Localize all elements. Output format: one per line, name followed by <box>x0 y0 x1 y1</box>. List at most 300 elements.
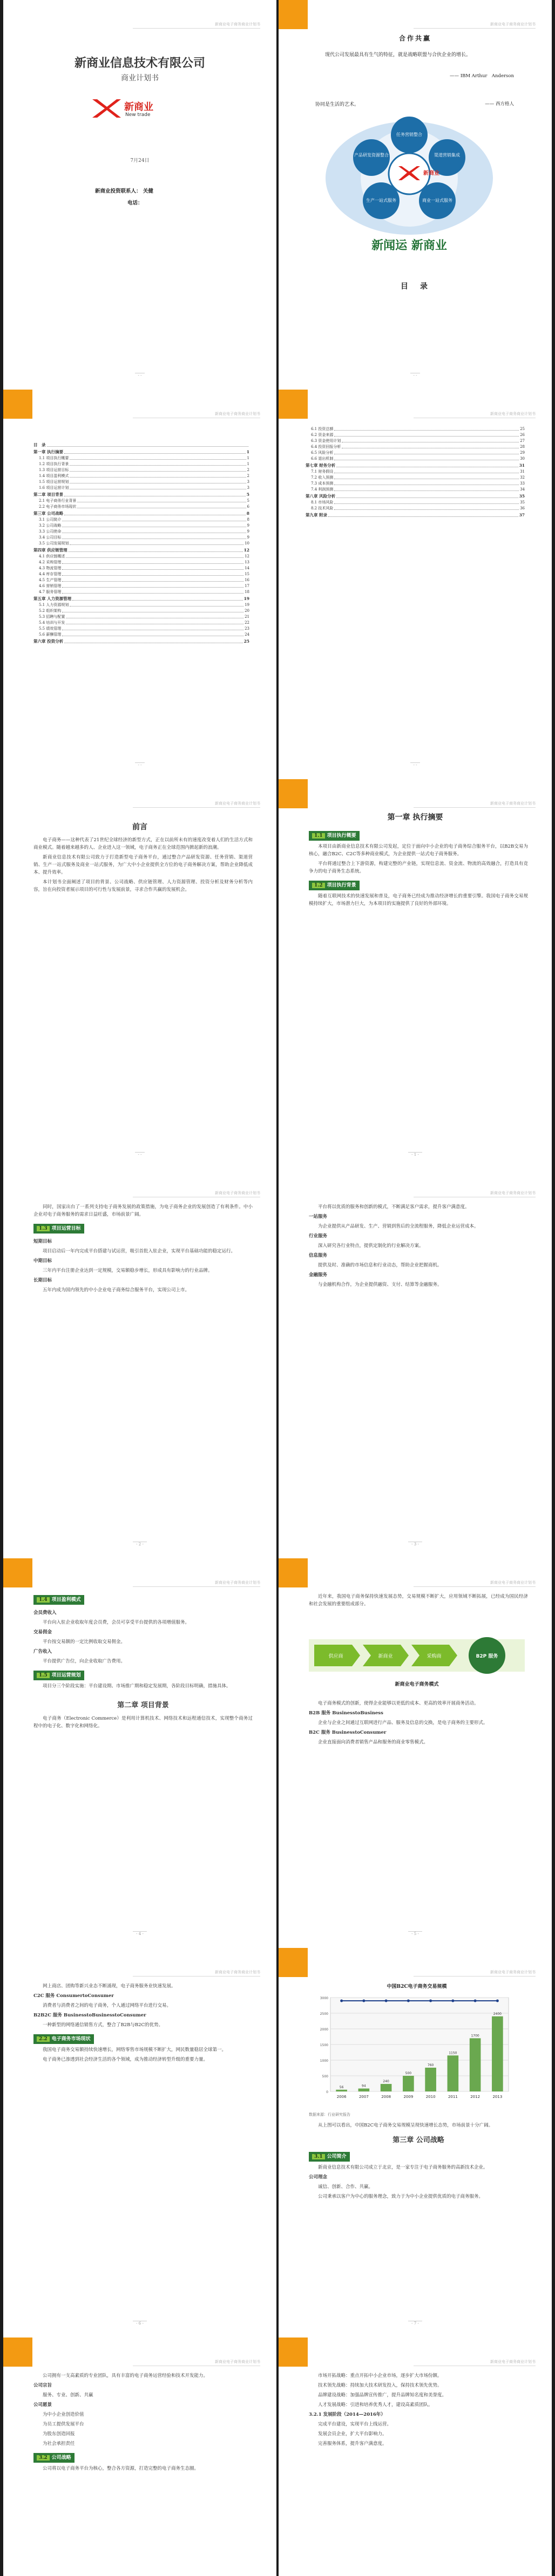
cover-logo <box>90 95 192 125</box>
toc-entry[interactable] <box>33 491 249 498</box>
toc-entry-title: 3.4 公司目标 <box>39 535 62 540</box>
toc-entry-page: 32 <box>520 475 525 480</box>
chapter1-page <box>279 779 552 1169</box>
toc-entry-title: 5.5 绩效管理 <box>39 626 62 631</box>
data-label: 1700 <box>471 2034 479 2038</box>
p9-p3: 一种新型的网络通信销售方式，整合了B2B与B2C的优势。 <box>43 2022 164 2028</box>
p6-h2: 行业服务 <box>309 1234 328 1239</box>
toc-leader <box>66 557 243 558</box>
toc-entry[interactable] <box>33 529 249 535</box>
line-point <box>407 2000 410 2002</box>
toc-entry[interactable] <box>33 485 249 491</box>
toc-entry[interactable] <box>33 608 249 614</box>
toc-entry-title: 6.3 资金使用计划 <box>311 439 341 443</box>
toc-entry[interactable] <box>306 432 525 438</box>
page-header: 新商业电子商务商业计划书 <box>414 1970 536 1977</box>
page-header: 新商业电子商务商业计划书 <box>414 22 536 29</box>
toc-entry[interactable] <box>306 450 525 456</box>
data-label: 2400 <box>493 2012 502 2016</box>
toc-entry[interactable] <box>33 583 249 589</box>
page-number: - 4 - <box>3 1932 276 1936</box>
flow-step-4: B2P 服务 <box>476 1654 498 1659</box>
toc-entry[interactable] <box>33 517 249 523</box>
toc-entry[interactable] <box>33 571 249 577</box>
toc-entry[interactable] <box>33 547 249 554</box>
toc-leader <box>62 581 243 582</box>
toc-entry-page: 16 <box>245 578 249 582</box>
toc-entry-page: 12 <box>245 554 249 558</box>
toc-entry-page: 2 <box>247 474 249 478</box>
page-number: - 3 - <box>279 1542 552 1546</box>
spread-1 <box>0 0 555 390</box>
spread-6 <box>0 1948 555 2338</box>
p12-list-4: 人才发展战略：引进和培养优秀人才，建设高素质团队。 <box>318 2402 433 2408</box>
toc-entry[interactable] <box>33 638 249 645</box>
preface-title: 前言 <box>132 823 147 832</box>
contact-label: 新商业投资联系人： <box>95 188 141 194</box>
page-header: 新商业电子商务商业计划书 <box>133 1580 260 1587</box>
p7-p4: 项目分三个阶段实施：平台建设期、市场推广期和稳定发展期，各阶段目标明确，措施具体。 <box>43 1684 231 1689</box>
p6-p4: 提供及时、准确的市场信息和行业动态，帮助企业把握商机。 <box>318 1263 442 1268</box>
toc-entry[interactable] <box>33 589 249 595</box>
toc-leader <box>62 587 243 588</box>
section-1-2: 1.2 项目执行背景 <box>309 881 360 890</box>
toc-entry-page: 20 <box>245 609 249 613</box>
toc-entry[interactable] <box>33 626 249 632</box>
toc-entry[interactable] <box>306 444 525 450</box>
toc-entry-title: 5.2 组织架构 <box>39 609 62 613</box>
toc-entry-page: 1 <box>247 462 249 466</box>
p12-list-3: 品牌建设战略：加强品牌宣传推广，提升品牌知名度和美誉度。 <box>318 2393 447 2398</box>
toc-leader <box>70 459 246 460</box>
toc-entry-title: 8.2 技术风险 <box>311 506 334 510</box>
toc-entry[interactable] <box>33 523 249 529</box>
contact-name: 关健 <box>143 188 153 194</box>
page-7-body <box>33 1592 253 1732</box>
toc-entry-title: 5.4 培训与开发 <box>39 621 65 625</box>
line-point <box>385 2000 388 2002</box>
bar <box>425 2068 436 2091</box>
page-number: - - <box>279 373 552 378</box>
line-point <box>429 2000 432 2002</box>
page-12-body <box>309 2372 528 2450</box>
toc-entry[interactable] <box>306 500 525 506</box>
toc-entry[interactable] <box>33 473 249 479</box>
toc-entry-title: 7.4 利润预测 <box>311 487 334 492</box>
p12-list2-2: 发展会员企业，扩大平台影响力。 <box>318 2431 387 2437</box>
toc-list-1 <box>33 441 249 645</box>
p11-h1: 公司宗旨 <box>33 2383 52 2388</box>
p11-h2: 公司愿景 <box>33 2402 52 2408</box>
toc-entry-title: 第二章 项目背景 <box>33 492 64 497</box>
toc-entry-page: 1 <box>247 456 249 460</box>
p6-p5: 与金融机构合作，为企业提供融资、支付、结算等金融服务。 <box>318 1282 442 1287</box>
p6-h3: 信息服务 <box>309 1253 328 1258</box>
toc-entry-title: 3.2 公司战略 <box>39 523 62 528</box>
page-header: 新商业电子商务商业计划书 <box>133 2359 260 2366</box>
chart-title: 中国B2C电子商务交易规模 <box>387 1984 447 1989</box>
b2c-bar-chart <box>309 1991 525 2110</box>
toc-leader <box>334 503 519 504</box>
p10-p2: 新商业信息技术有限公司成立于北京，是一家专注于电子商务服务的高新技术企业。 <box>318 2165 488 2170</box>
cover-page <box>3 0 276 390</box>
toc-entry-page: 8 <box>247 517 249 522</box>
p11-list-1: 为中小企业创造价值 <box>43 2412 84 2417</box>
toc-entry-title: 6.1 投资总额 <box>311 427 334 431</box>
toc-entry-title: 7.3 成本预测 <box>311 481 334 486</box>
page-8-body <box>309 1700 528 1748</box>
p8-p4: 企业直接面向消费者销售产品和服务的商业零售模式。 <box>318 1740 429 1745</box>
toc-entry-page: 18 <box>245 590 249 594</box>
petal-2: 任务营销整合 <box>396 132 422 137</box>
toc-entry[interactable] <box>33 535 249 541</box>
toc-entry-title: 5.1 人力资源规划 <box>39 603 69 607</box>
chapter1-body <box>309 828 528 910</box>
toc-entry[interactable] <box>33 461 249 467</box>
toc-entry[interactable] <box>33 614 249 620</box>
toc-entry[interactable] <box>33 560 249 565</box>
toc-entry-page: 5 <box>246 492 249 497</box>
section-1-1: 1.1 项目执行概要 <box>309 831 360 841</box>
toc-entry-page: 9 <box>247 529 249 534</box>
toc-entry[interactable] <box>33 479 249 485</box>
logo-mark-icon <box>90 95 122 122</box>
toc-heading: 目 录 <box>401 282 430 291</box>
ch1-s2-p1: 随着互联网技术的快速发展和普及，电子商务已经成为推动经济增长的重要引擎。我国电子商务交易规模持续扩大，市场潜力巨大，为本项目的实施提供了良好的外部环境。 <box>309 894 528 907</box>
toc-leader <box>334 436 519 437</box>
bar <box>470 2038 481 2091</box>
page-header: 新商业电子商务商业计划书 <box>414 1190 536 1197</box>
p5-p3: 三年内平台注册企业达到一定规模，交易额稳步增长，形成具有影响力的行业品牌。 <box>43 1268 213 1273</box>
toc-entry-title: 第三章 公司战略 <box>33 511 64 516</box>
toc-page-1 <box>3 390 276 779</box>
page-header: 新商业电子商务商业计划书 <box>414 801 536 808</box>
p7-h3: 广告收入 <box>33 1649 52 1654</box>
toc-entry[interactable] <box>306 462 525 469</box>
toc-entry[interactable] <box>306 475 525 481</box>
toc-entry-page: 14 <box>245 566 249 570</box>
p8-p2: 电子商务模式的创新，使得企业能够以更低的成本、更高的效率开展商务活动。 <box>318 1701 479 1706</box>
toc-entry[interactable] <box>33 602 249 608</box>
ch1-s1-p2: 平台将通过整合上下游资源，构建完整的产业链，实现信息流、资金流、物流的高效融合，打造具有竞争力的电子商务生态系统。 <box>309 861 528 874</box>
quote-1: 现代公司发展最具有生气的特征，就是战略联盟与合伙企业的增长。 <box>325 52 471 58</box>
toc-entry[interactable] <box>33 448 249 455</box>
petal-5: 商业一站式服务 <box>422 198 452 203</box>
page-11-body <box>33 2372 253 2475</box>
y-tick-label: 500 <box>322 2075 328 2078</box>
p11-p1: 公司拥有一支高素质的专业团队，具有丰富的电子商务运营经验和技术开发能力。 <box>43 2373 208 2379</box>
spread-7 <box>0 2338 555 2576</box>
toc-leader <box>62 575 243 576</box>
toc-entry-page: 27 <box>520 439 525 443</box>
toc-entry-title: 第六章 投资分析 <box>33 639 64 644</box>
page-number: - 6 - <box>3 2321 276 2326</box>
data-label: 760 <box>427 2063 434 2067</box>
page-10-body <box>309 2122 528 2203</box>
data-label: 56 <box>339 2085 344 2089</box>
toc-leader <box>62 563 243 564</box>
spread-4 <box>0 1169 555 1558</box>
section-3-1: 3.1 公司简介 <box>309 2152 350 2162</box>
toc-entry-page: 29 <box>520 451 525 455</box>
page-number: - - <box>279 763 552 767</box>
p9-p4: 我国电子商务交易额持续快速增长，网络零售市场规模不断扩大，网民数量稳居全球第一。 <box>43 2047 227 2053</box>
toc-entry-page: 2 <box>247 468 249 472</box>
toc-entry-page: 21 <box>245 615 249 619</box>
page-number: - 7 - <box>279 2321 552 2326</box>
preface-body <box>33 836 253 896</box>
p9-p1: 网上商店、团购等新兴业态不断涌现，电子商务服务业快速发展。 <box>43 1984 176 1989</box>
p6-p1: 平台将以优质的服务和创新的模式，不断满足客户需求，提升客户满意度。 <box>318 1204 470 1210</box>
cover-subtitle: 商业计划书 <box>121 74 159 83</box>
y-tick-label: 1500 <box>320 2043 328 2047</box>
toc-leader <box>328 516 518 517</box>
spread-2 <box>0 390 555 779</box>
data-label: 240 <box>383 2080 389 2084</box>
toc-entry-title: 4.6 营销管理 <box>39 584 62 588</box>
bar <box>448 2055 459 2091</box>
toc-entry-title: 7.1 财务假设 <box>311 469 334 474</box>
toc-entry[interactable] <box>306 506 525 512</box>
toc-entry-title: 1.6 项目运营计划 <box>39 486 69 490</box>
toc-entry[interactable] <box>306 481 525 487</box>
toc-entry-title: 1.5 项目运营规划 <box>39 480 69 484</box>
y-tick-label: 2500 <box>320 2012 328 2016</box>
toc-entry-page: 9 <box>247 523 249 528</box>
corner-accent <box>279 0 308 29</box>
chapter1-title: 第一章 执行摘要 <box>387 813 443 822</box>
p6-h1: 一站服务 <box>309 1214 328 1219</box>
toc-entry[interactable] <box>33 620 249 626</box>
toc-entry[interactable] <box>306 493 525 500</box>
page-8 <box>279 1558 552 1948</box>
section-2-2: 2.2 电子商务市场现状 <box>33 2034 94 2044</box>
toc-entry-page: 13 <box>245 560 249 564</box>
toc-entry-page: 10 <box>245 541 249 546</box>
toc-entry-page: 25 <box>520 427 525 431</box>
circle-center-label: 新商业 <box>423 171 439 176</box>
p11-list-2: 为员工提供发展平台 <box>43 2422 84 2427</box>
toc-entry-title: 6.2 资金来源 <box>311 433 334 437</box>
toc-entry-page: 3 <box>247 480 249 484</box>
data-label: 1150 <box>449 2051 457 2055</box>
toc-entry[interactable] <box>306 438 525 444</box>
toc-leader <box>70 544 243 545</box>
toc-entry-title: 2.1 电子商务行业背景 <box>39 499 77 503</box>
toc-leader <box>64 453 246 454</box>
toc-entry[interactable] <box>306 469 525 475</box>
toc-entry[interactable] <box>306 487 525 493</box>
toc-entry[interactable] <box>33 498 249 504</box>
page-9 <box>3 1948 276 2338</box>
p5-p1: 同时，国家出台了一系列支持电子商务发展的政策措施，为电子商务企业的发展创造了有利条件。中小企业对电子商务服务的需求日益旺盛，市场前景广阔。 <box>33 1204 253 1217</box>
toc-entry-page: 17 <box>245 584 249 588</box>
toc-entry[interactable] <box>33 510 249 517</box>
toc-entry-title: 6.6 退出机制 <box>311 456 334 461</box>
p8-h2: B2C 服务 BusinesstoConsumer <box>309 1730 387 1735</box>
toc-leader <box>62 593 243 594</box>
toc-leader <box>334 430 519 431</box>
toc-entry-title: 4.4 库存管理 <box>39 572 62 576</box>
data-label: 94 <box>362 2084 366 2088</box>
page-5-body <box>33 1203 253 1296</box>
bar <box>336 2090 347 2091</box>
corner-accent <box>3 1558 32 1587</box>
toc-entry-title: 1.3 项目运营目标 <box>39 468 69 472</box>
y-tick-label: 0 <box>326 2090 328 2094</box>
toc-entry-title: 1.1 项目执行概要 <box>39 456 69 460</box>
p7-h2: 交易佣金 <box>33 1630 52 1635</box>
toc-leader <box>334 509 519 510</box>
toc-entry-page: 31 <box>519 463 525 468</box>
toc-entry-page: 35 <box>520 500 525 505</box>
toc-entry-title: 第五章 人力资源管理 <box>33 596 72 601</box>
slogan: 新闻运 新商业 <box>371 239 447 253</box>
toc-entry-page: 5 <box>247 499 249 503</box>
toc-entry-title: 3.3 公司使命 <box>39 529 62 534</box>
page-number: - - <box>3 373 276 378</box>
toc-entry[interactable] <box>33 467 249 473</box>
line-point <box>451 2000 454 2002</box>
page-header: 新商业电子商务商业计划书 <box>133 22 260 29</box>
toc-entry-page: 31 <box>520 469 525 474</box>
p5-p2: 项目启动后一年内完成平台搭建与试运营，吸引首批入驻企业，实现平台基础功能的稳定运行。 <box>43 1249 236 1254</box>
petal-3: 渠道营销集成 <box>434 153 460 158</box>
toc-entry-page: 22 <box>245 621 249 625</box>
p10-p3: 诚信、创新、合作、共赢。 <box>318 2184 374 2190</box>
p8-p1: 近年来，我国电子商务保持快速发展态势，交易规模不断扩大，应用领域不断拓展，已经成为国民经济和社会发展的重要组成部分。 <box>309 1594 528 1607</box>
p5-h2: 中期目标 <box>33 1258 52 1264</box>
toc-entry-title: 第八章 风险分析 <box>306 494 336 499</box>
page-header: 新商业电子商务商业计划书 <box>414 2359 536 2366</box>
y-tick-label: 3000 <box>320 1996 328 2000</box>
toc-entry-page: 8 <box>246 511 249 516</box>
page-header: 新商业电子商务商业计划书 <box>414 411 536 418</box>
corner-accent <box>279 779 308 808</box>
toc-entry[interactable] <box>33 632 249 638</box>
toc-entry-page: 35 <box>519 494 525 499</box>
p7-p2: 平台按交易额的一定比例收取交易佣金。 <box>43 1639 126 1645</box>
toc-entry-title: 4.3 物流管理 <box>39 566 62 570</box>
toc-entry-title: 4.1 供应链概述 <box>39 554 65 558</box>
page-number: - 1 - <box>279 1153 552 1157</box>
page-header: 新商业电子商务商业计划书 <box>133 411 260 418</box>
toc-entry-title: 第九章 附录 <box>306 513 328 517</box>
p9-p5: 电子商务已渗透到社会经济生活的各个领域，成为推动经济转型升级的重要力量。 <box>43 2057 208 2062</box>
toc-entry[interactable] <box>33 595 249 602</box>
p9-h2: B2B2C 服务 BusinesstoBusinesstoConsumer <box>33 2013 146 2018</box>
page-number: - - <box>3 1153 276 1157</box>
page-number: - 2 - <box>3 1542 276 1546</box>
toc-entry-title: 5.3 招聘与配置 <box>39 615 65 619</box>
toc-entry-title: 4.5 生产管理 <box>39 578 62 582</box>
quote-2: 协同是生活的艺术。 <box>315 102 360 107</box>
chapter2-title: 第二章 项目背景 <box>117 1701 169 1709</box>
page-10 <box>279 1948 552 2338</box>
x-tick-label: 2010 <box>425 2095 436 2099</box>
toc-entry-page: 6 <box>247 505 249 509</box>
toc-entry-page: 19 <box>245 603 249 607</box>
p12-h1: 3.2.1 发展阶段（2014—2016年） <box>309 2412 385 2417</box>
page-number: - 5 - <box>279 1932 552 1936</box>
bar <box>381 2084 392 2091</box>
p12-list2-1: 完成平台建设，实现平台上线运营。 <box>318 2422 392 2427</box>
toc-entry[interactable] <box>306 426 525 432</box>
logo-subtext: New trade <box>125 112 151 118</box>
toc-entry-title: 2.2 电子商务市场现状 <box>39 505 77 509</box>
p12-list-2: 技术领先战略：持续加大技术研发投入，保持技术领先优势。 <box>318 2383 442 2388</box>
toc-entry[interactable] <box>33 577 249 583</box>
section-3-2: 3.2 公司战略 <box>33 2453 75 2463</box>
contact-line <box>95 187 153 194</box>
corner-accent <box>279 1948 308 1977</box>
toc-entry-title: 8.1 市场风险 <box>311 500 334 505</box>
p6-p2: 为企业提供从产品研发、生产、营销到售后的全流程服务，降低企业运营成本。 <box>318 1224 479 1229</box>
x-tick-label: 2006 <box>336 2095 347 2099</box>
bar <box>492 2016 503 2091</box>
flow-step-3: 采购商 <box>427 1654 442 1659</box>
p12-list-1: 市场开拓战略：重点开拓中小企业市场，逐步扩大市场份额。 <box>318 2373 442 2379</box>
toc-entry-title: 第四章 供应链管理 <box>33 548 67 553</box>
toc-entry[interactable] <box>33 541 249 547</box>
corner-accent <box>3 2338 32 2367</box>
p10-p1: 从上图可以看出，中国B2C电子商务交易规模呈现快速增长态势，市场前景十分广阔。 <box>318 2123 493 2128</box>
toc-entry-title: 3.1 公司简介 <box>39 517 62 522</box>
p6-p3: 深入研究各行业特点，提供定制化的行业解决方案。 <box>318 1243 424 1249</box>
toc-page-2 <box>279 390 552 779</box>
toc-entry[interactable] <box>306 456 525 462</box>
quote-1-author: —— IBM Arthur Anderson <box>450 73 514 79</box>
flow-title: 新商业电子商务模式 <box>395 1682 439 1687</box>
toc-entry[interactable] <box>33 455 249 461</box>
toc-entry-page: 19 <box>243 596 249 601</box>
petal-1: 产品研发资源整合 <box>354 153 389 158</box>
page-6-body <box>309 1203 528 1291</box>
line-point <box>474 2000 477 2002</box>
quote-page <box>279 0 552 390</box>
quote-title: 合作共赢 <box>398 35 431 42</box>
petal-4: 生产一站式服务 <box>366 198 396 203</box>
toc-entry-page: 37 <box>519 513 525 517</box>
toc-leader <box>70 465 246 466</box>
y-tick-label: 1000 <box>320 2059 328 2063</box>
chapter3-title: 第三章 公司战略 <box>392 2136 444 2144</box>
section-1-3: 1.3 项目运营目标 <box>33 1224 84 1234</box>
toc-entry[interactable] <box>306 512 525 519</box>
section-1-4: 1.4 项目盈利模式 <box>33 1595 84 1605</box>
page-header: 新商业电子商务商业计划书 <box>133 1190 260 1197</box>
p5-h3: 长期目标 <box>33 1278 52 1283</box>
toc-entry[interactable] <box>33 554 249 560</box>
ch1-s1-p1: 本项目由新商业信息技术有限公司发起，定位于面向中小企业的电子商务综合服务平台，以B2B交易为核心，融合B2C、C2C等多种商业模式，为企业提供一站式电子商务服务。 <box>309 844 528 857</box>
toc-leader <box>69 551 243 552</box>
toc-entry[interactable] <box>33 565 249 571</box>
toc-entry[interactable] <box>33 504 249 510</box>
p6-h4: 金融服务 <box>309 1272 328 1278</box>
toc-entry-page: 9 <box>247 535 249 540</box>
toc-entry-title: 6.4 投资回报分析 <box>311 445 341 449</box>
p7-p5: 电子商务（Electronic Commerce）是利用计算机技术、网络技术和远程通信技术，实现整个商务过程中的电子化、数字化和网络化。 <box>33 1716 253 1729</box>
page-8-body-top <box>309 1593 528 1610</box>
preface-p2: 新商业信息技术有限公司致力于打造新型电子商务平台，通过整合产品研发资源、任务营销、渠道营销、生产一站式服务及商业一站式服务，为广大中小企业提供全方位的电子商务解决方案，帮助企业降低成本、提升效率。 <box>33 855 253 875</box>
p11-list-4: 为社会承担责任 <box>43 2441 75 2446</box>
corner-accent <box>279 390 308 419</box>
toc-entry-title: 3.5 公司发展规划 <box>39 541 69 546</box>
preface-page <box>3 779 276 1169</box>
toc-leader <box>72 600 242 601</box>
toc-entry-title: 4.7 服务管理 <box>39 590 62 594</box>
toc-entry[interactable] <box>33 441 249 448</box>
